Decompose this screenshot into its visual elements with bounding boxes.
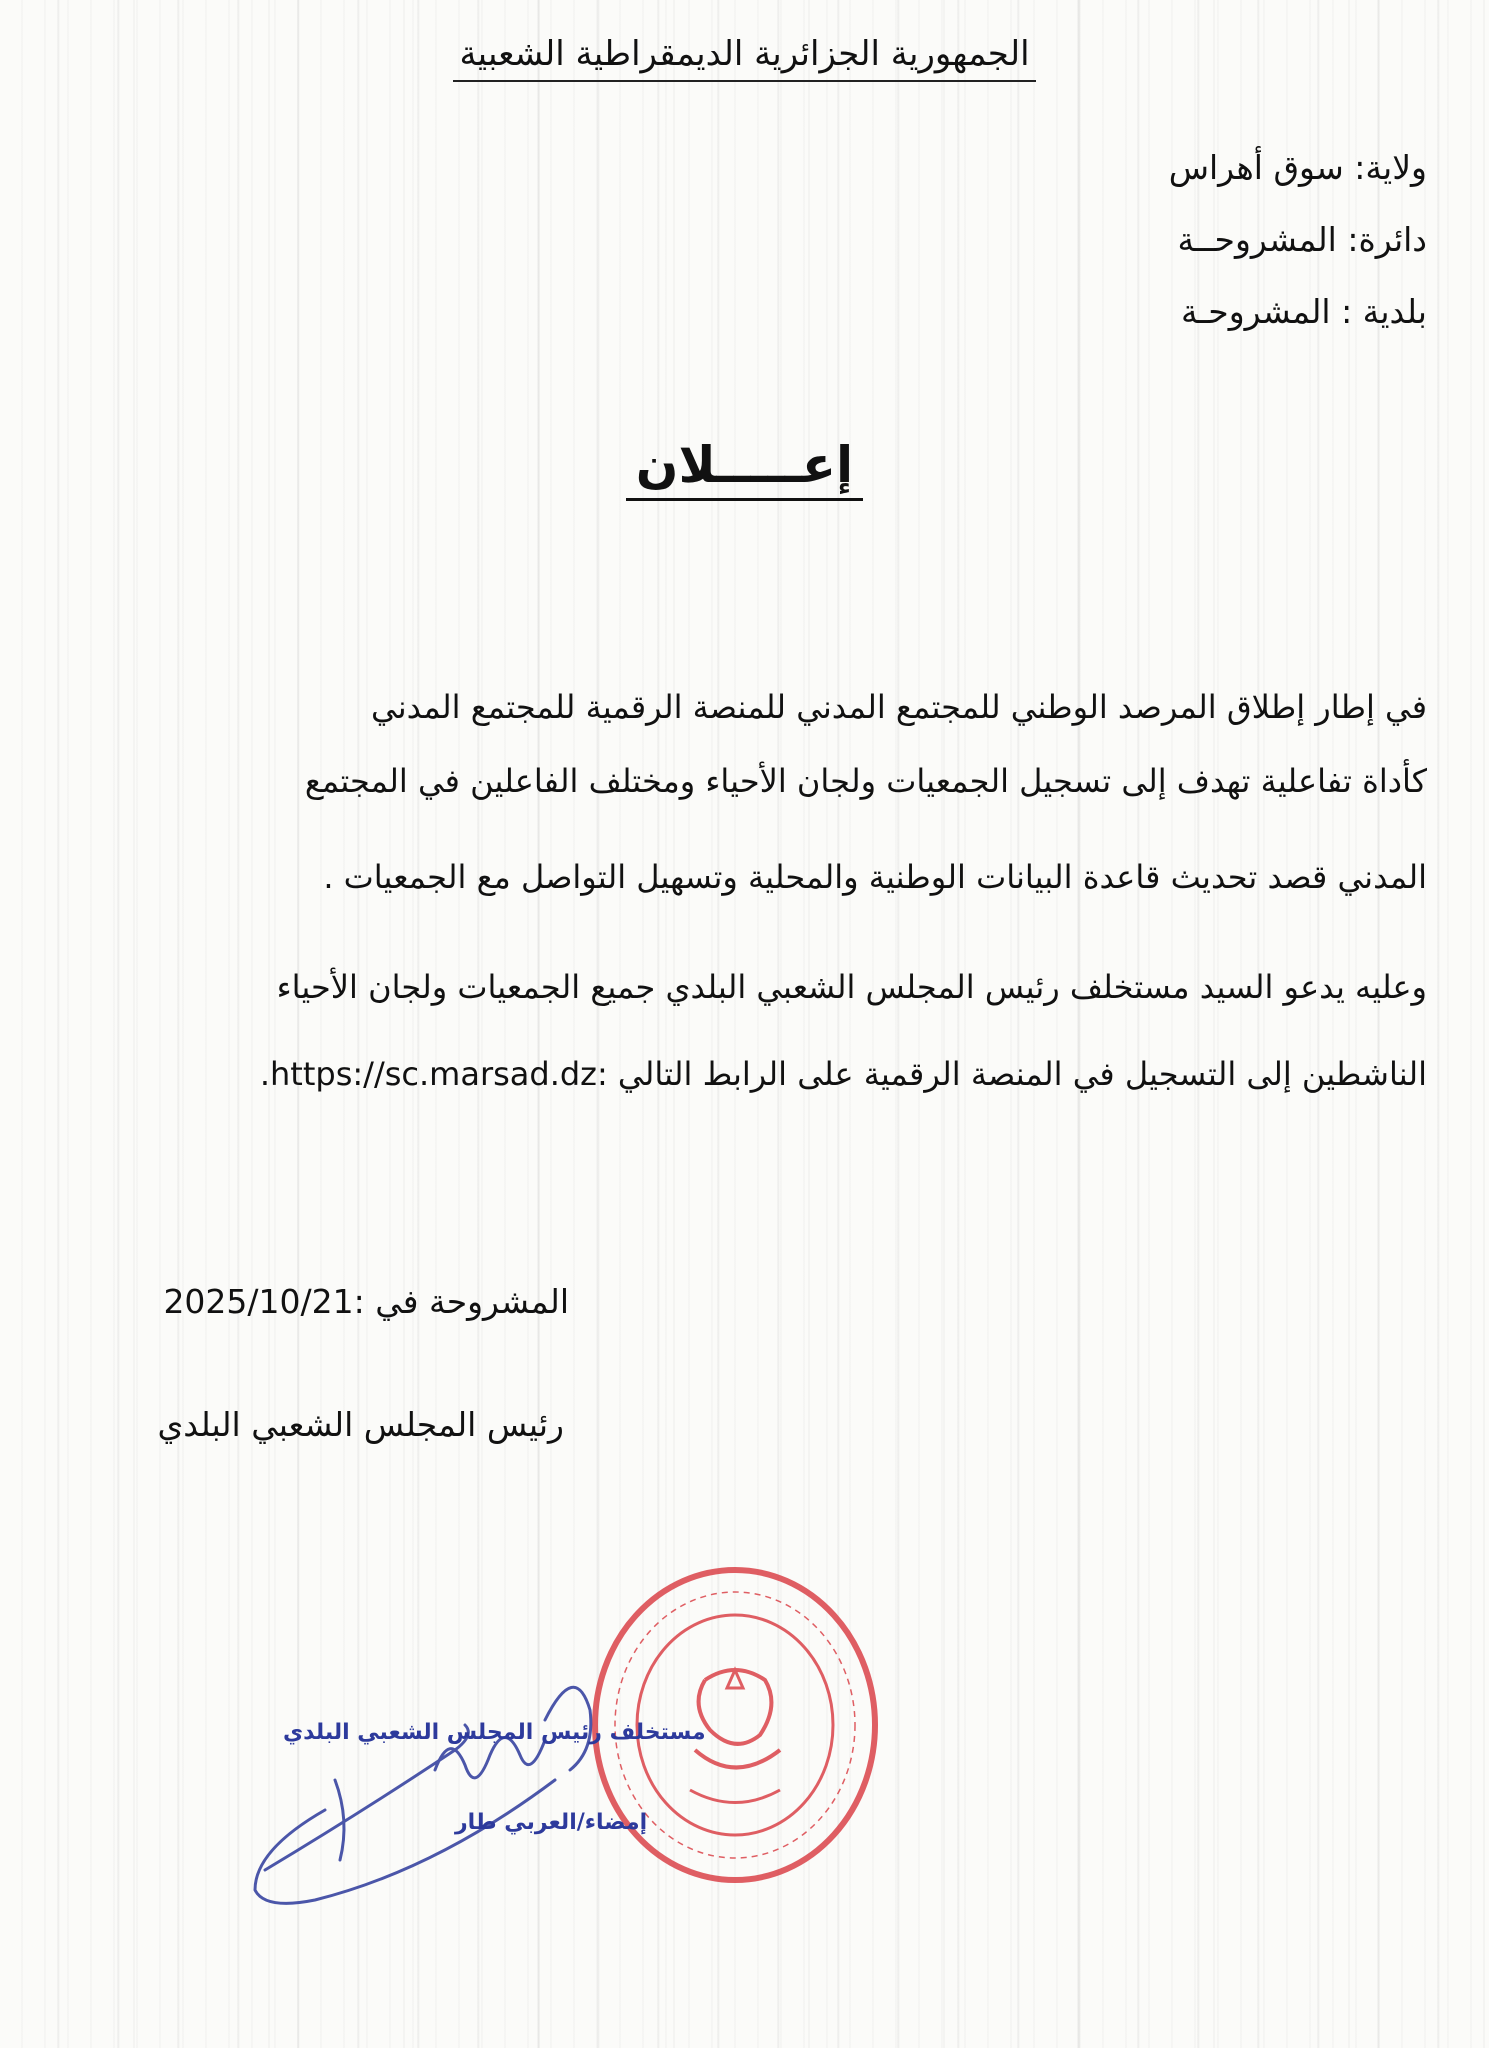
daira-line: دائرة: المشروحــة: [1177, 220, 1427, 259]
signature-label-name: إمضاء/العربي طار: [455, 1810, 648, 1835]
republic-title: [0, 34, 1489, 82]
body-line-2: كأداة تفاعلية تهدف إلى تسجيل الجمعيات ولجان الأحياء ومختلف الفاعلين في المجتمع: [304, 762, 1427, 800]
body-line-4: وعليه يدعو السيد مستخلف رئيس المجلس الشعبي البلدي جميع الجمعيات ولجان الأحياء: [276, 968, 1427, 1006]
body-line-5: الناشطين إلى التسجيل في المنصة الرقمية على الرابط التالي :https://sc.marsad.dz.: [259, 1055, 1427, 1093]
body-line-1: في إطار إطلاق المرصد الوطني للمجتمع المدني للمنصة الرقمية للمجتمع المدني: [371, 688, 1427, 726]
announcement-title: [0, 436, 1489, 501]
baladia-line: بلدية : المشروحـة: [1180, 292, 1427, 331]
announcement-title-text: إعـــــلان: [626, 436, 863, 501]
wilaya-line: ولاية: سوق أهراس: [1168, 148, 1427, 187]
handwritten-signature: [245, 1660, 705, 1910]
date-line: المشروحة في :2025/10/21: [163, 1282, 569, 1321]
republic-title-text: الجمهورية الجزائرية الديمقراطية الشعبية: [453, 34, 1035, 82]
body-line-3: المدني قصد تحديث قاعدة البيانات الوطنية والمحلية وتسهيل التواصل مع الجمعيات .: [323, 858, 1427, 896]
signatory-title: رئيس المجلس الشعبي البلدي: [157, 1405, 564, 1444]
signature-label-title: مستخلف رئيس المجلس الشعبي البلدي: [283, 1720, 706, 1745]
